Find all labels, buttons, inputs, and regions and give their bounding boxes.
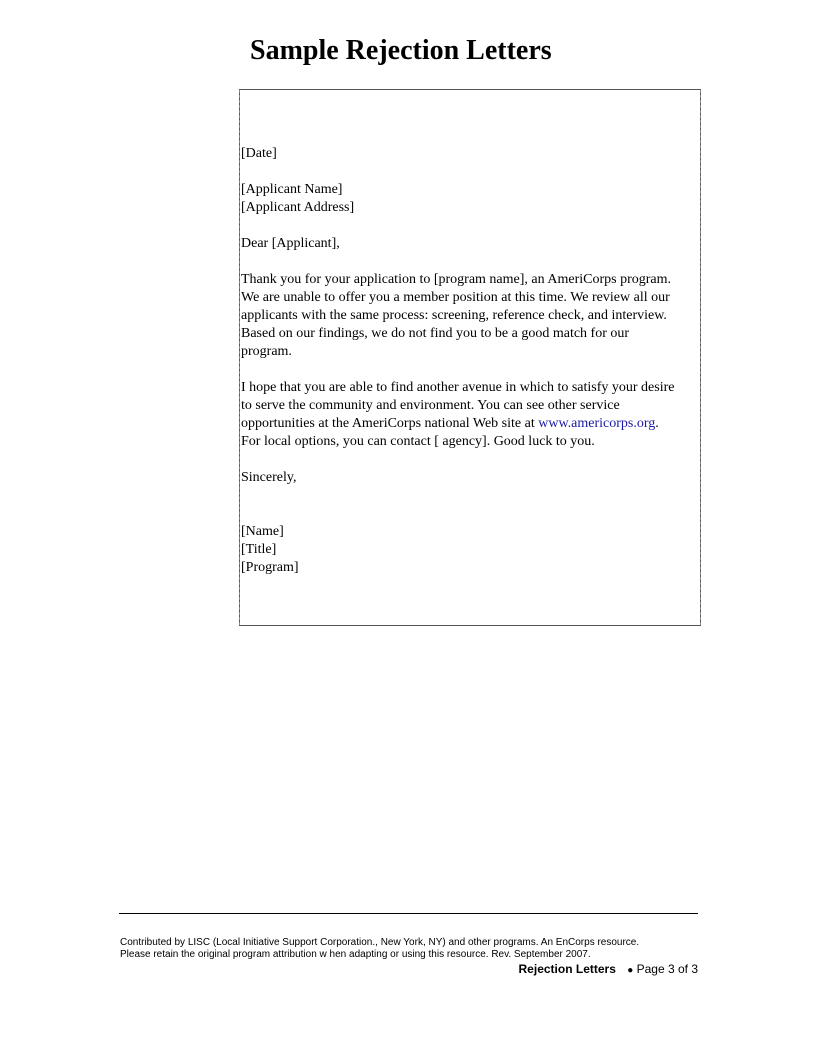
paragraph-line: to serve the community and environment. You can see other service [241, 398, 620, 413]
footer-divider [119, 913, 698, 914]
page-title: Sample Rejection Letters [250, 35, 552, 66]
letter-recipient [241, 181, 697, 217]
paragraph-line [241, 415, 697, 433]
letter-closing: Sincerely, [241, 470, 297, 485]
applicant-name: [Applicant Name] [241, 182, 343, 197]
footer-line-2: Please retain the original program attribution w hen adapting or using this resource. Rev. September 2007. [120, 949, 591, 960]
footer-document-name: Rejection Letters [518, 962, 616, 976]
paragraph-line-text: . [655, 416, 659, 431]
paragraph-line: Based on our findings, we do not find you to be a good match for our [241, 326, 630, 341]
paragraph-line-text: opportunities at the AmeriCorps national Web site at [241, 416, 539, 431]
paragraph-line: We are unable to offer you a member position at this time. We review all our [241, 290, 670, 305]
letter-paragraph-1 [241, 271, 697, 361]
footer-line-1: Contributed by LISC (Local Initiative Support Corporation., New York, NY) and other programs. An EnCorps resource. [120, 937, 640, 948]
footer-page-info [519, 962, 698, 978]
americorps-link[interactable]: www.americorps.org [538, 416, 656, 431]
signature-program: [Program] [241, 560, 299, 575]
paragraph-line: Thank you for your application to [program name], an AmeriCorps program. [241, 272, 671, 287]
box-right-edge [698, 90, 701, 625]
letter-date: [Date] [241, 146, 277, 161]
paragraph-line: program. [241, 344, 292, 359]
bullet-icon: ● [627, 965, 634, 976]
paragraph-line: applicants with the same process: screening, reference check, and interview. [241, 308, 667, 323]
signature-title: [Title] [241, 542, 277, 557]
letter-signature [241, 523, 697, 577]
page-number: Page 3 of 3 [636, 962, 698, 976]
paragraph-line: For local options, you can contact [ agency]. Good luck to you. [241, 434, 595, 449]
footer-attribution [120, 937, 698, 961]
signature-name: [Name] [241, 524, 284, 539]
applicant-address: [Applicant Address] [241, 200, 355, 215]
letter-box [239, 89, 701, 626]
letter-body [241, 145, 697, 595]
letter-paragraph-2 [241, 379, 697, 451]
letter-salutation: Dear [Applicant], [241, 236, 340, 251]
paragraph-line: I hope that you are able to find another avenue in which to satisfy your desire [241, 380, 675, 395]
